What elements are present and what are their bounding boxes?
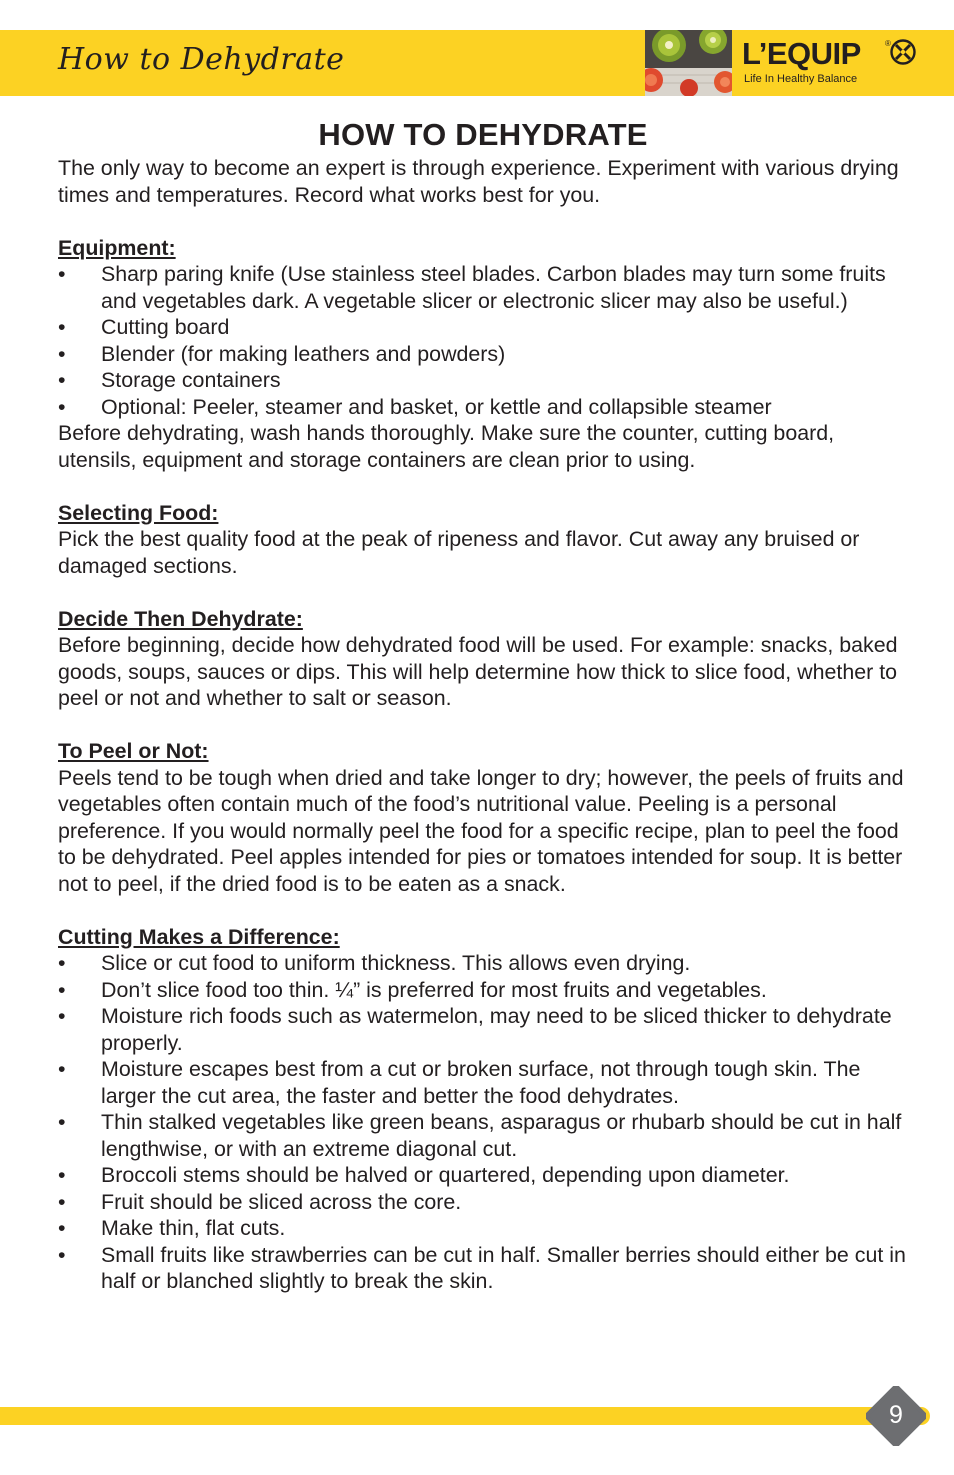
list-item-text: Slice or cut food to uniform thickness. This allows even drying. — [101, 951, 691, 975]
brand-logo — [742, 36, 942, 90]
dried-fruit-image — [645, 30, 732, 96]
brand-registered-mark: ® — [885, 39, 891, 48]
bullet-icon: • — [58, 1004, 66, 1028]
header-title: How to Dehydrate — [58, 42, 345, 77]
bullet-icon: • — [58, 1216, 66, 1240]
decide-paragraph: Before beginning, decide how dehydrated food will be used. For example: snacks, baked goods, soups, sauces or dips. This will help determine how thick to slice food, whether to peel or not and whether to salt or season. — [58, 633, 898, 710]
page-number: 9 — [889, 1401, 903, 1429]
bullet-icon: • — [58, 1057, 66, 1081]
list-item-text: Optional: Peeler, steamer and basket, or kettle and collapsible steamer — [101, 394, 772, 419]
footer-band — [0, 1407, 930, 1425]
bullet-icon: • — [58, 341, 66, 366]
list-item — [58, 1056, 908, 1109]
list-item-text: Thin stalked vegetables like green beans, asparagus or rhubarb should be cut in half lengthwise, or with an extreme diagonal cut. — [101, 1110, 902, 1161]
list-item — [58, 261, 908, 314]
selecting-food-heading: Selecting Food: — [58, 500, 219, 525]
list-item-text: Make thin, flat cuts. — [101, 1216, 286, 1240]
list-item-text: Storage containers — [101, 368, 281, 392]
list-item — [58, 1242, 908, 1295]
bullet-icon: • — [58, 1110, 66, 1134]
bullet-icon: • — [58, 1163, 66, 1187]
bullet-icon: • — [58, 951, 66, 975]
list-item — [58, 1215, 908, 1242]
list-item — [58, 314, 908, 341]
list-item — [58, 394, 908, 421]
intro-paragraph: The only way to become an expert is through experience. Experiment with various drying times and temperatures. Record what works best for you. — [58, 156, 899, 207]
equipment-heading: Equipment: — [58, 235, 176, 260]
cutting-heading: Cutting Makes a Difference: — [58, 924, 340, 949]
bullet-icon: • — [58, 1189, 66, 1214]
bullet-icon: • — [58, 394, 66, 419]
list-item-text: Broccoli stems should be halved or quartered, depending upon diameter. — [101, 1163, 790, 1187]
list-item-text: Small fruits like strawberries can be cut in half. Smaller berries should either be cut in half or blanched slightly to break the skin. — [101, 1242, 906, 1293]
list-item — [58, 977, 908, 1004]
list-item-text: Cutting board — [101, 315, 230, 339]
bullet-icon: • — [58, 1242, 66, 1267]
peel-heading: To Peel or Not: — [58, 739, 209, 763]
peel-paragraph: Peels tend to be tough when dried and take longer to dry; however, the peels of fruits and vegetables often contain much of the food’s nutritional value. Peeling is a personal preference. If you would normally peel the food for a specific recipe, plan to peel the food to be dehydrated. Peel apples intended for pies or tomatoes intended for soup. It is better not to peel, if the dried food is to be eaten as a snack. — [58, 765, 904, 896]
page-title: HOW TO DEHYDRATE — [318, 117, 648, 152]
list-item — [58, 950, 908, 977]
list-item — [58, 367, 908, 394]
list-item — [58, 341, 908, 368]
cutting-list — [58, 950, 908, 1295]
list-item-text: Don’t slice food too thin. ¼” is preferred for most fruits and vegetables. — [101, 977, 767, 1002]
list-item — [58, 1189, 908, 1216]
header-photo — [645, 30, 732, 96]
bullet-icon: • — [58, 977, 66, 1002]
decide-heading: Decide Then Dehydrate: — [58, 606, 303, 631]
list-item-text: Sharp paring knife (Use stainless steel blades. Carbon blades may turn some fruits and vegetables dark. A vegetable slicer or electronic slicer may also be useful.) — [101, 262, 886, 313]
list-item-text: Fruit should be sliced across the core. — [101, 1189, 462, 1214]
brand-name: L’EQUIP — [742, 36, 861, 71]
selecting-food-paragraph: Pick the best quality food at the peak of ripeness and flavor. Cut away any bruised or damaged sections. — [58, 527, 860, 578]
equipment-list — [58, 261, 908, 420]
list-item — [58, 1109, 908, 1162]
bullet-icon: • — [58, 315, 66, 339]
list-item — [58, 1162, 908, 1189]
list-item — [58, 1003, 908, 1056]
page-content — [58, 115, 908, 1295]
brand-emblem-icon — [890, 39, 916, 65]
brand-tagline: Life In Healthy Balance — [744, 73, 858, 85]
list-item-text: Blender (for making leathers and powders) — [101, 341, 506, 366]
list-item-text: Moisture escapes best from a cut or broken surface, not through tough skin. The larger the cut area, the faster and better the food dehydrates. — [101, 1057, 861, 1108]
bullet-icon: • — [58, 368, 66, 392]
hygiene-paragraph: Before dehydrating, wash hands thoroughly. Make sure the counter, cutting board, utensils, equipment and storage containers are clean prior to using. — [58, 421, 835, 472]
list-item-text: Moisture rich foods such as watermelon, may need to be sliced thicker to dehydrate properly. — [101, 1004, 892, 1055]
bullet-icon: • — [58, 262, 66, 286]
